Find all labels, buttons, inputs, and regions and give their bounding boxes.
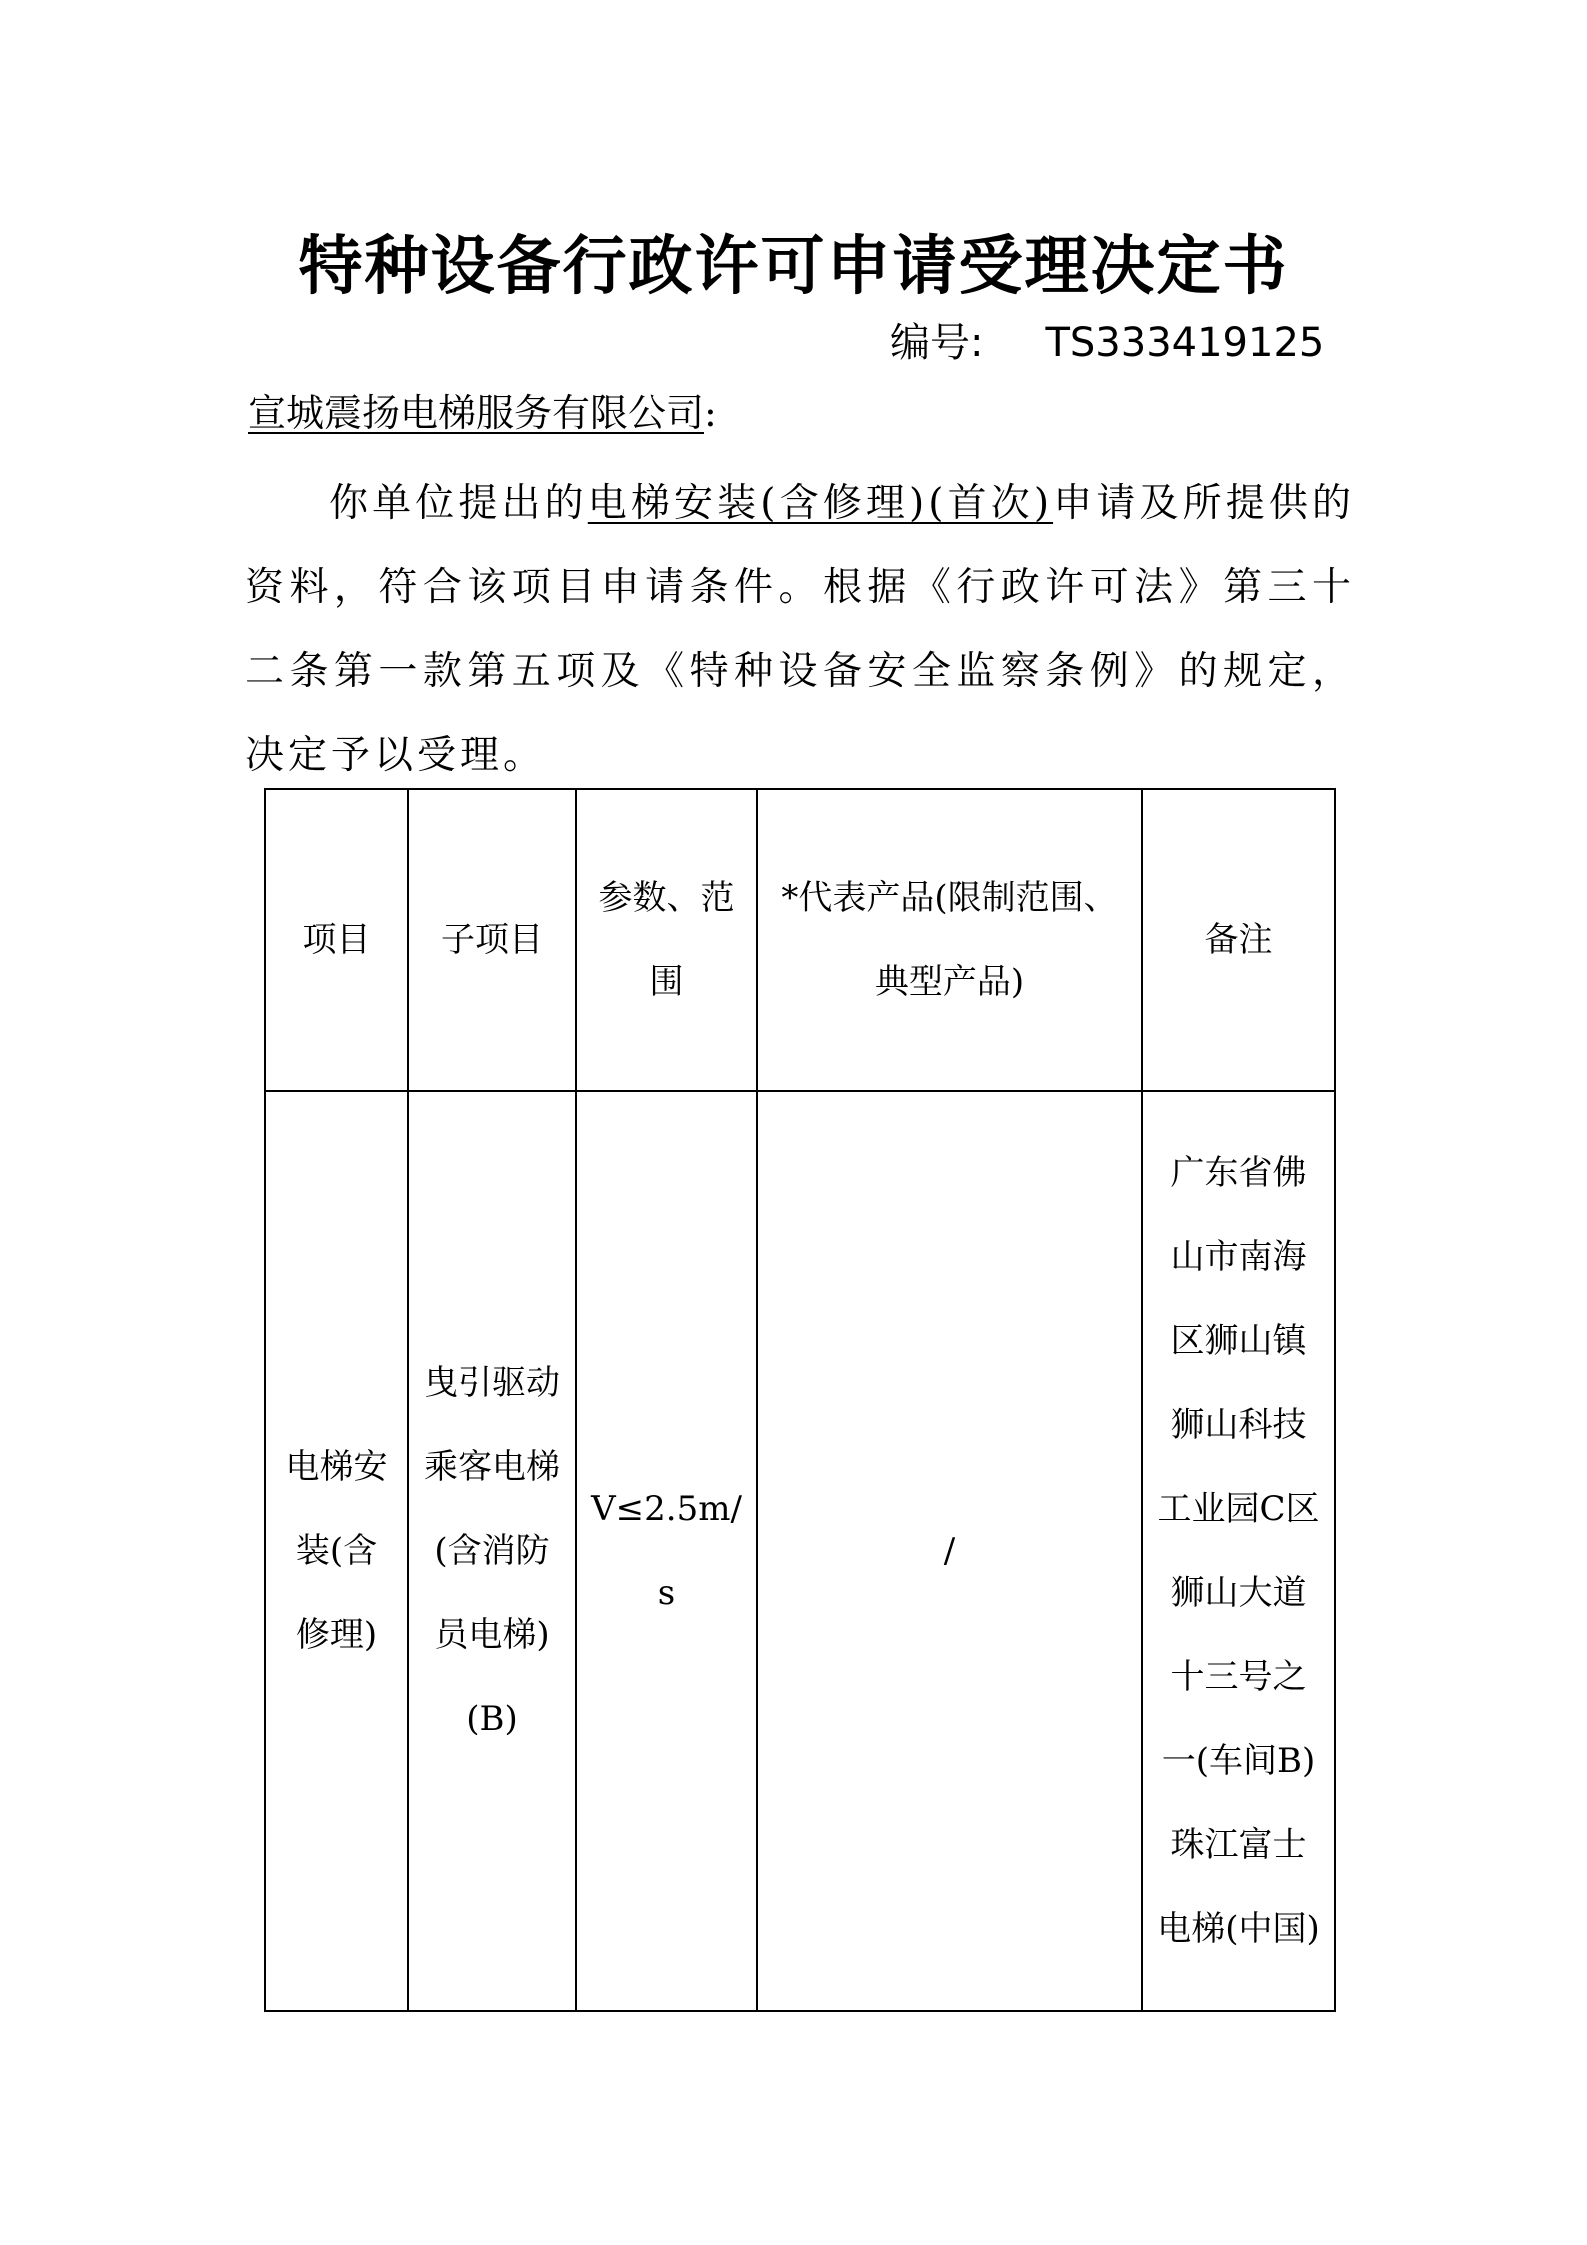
paragraph-text: 申请及所提供的资料，符合该项目申请条件。根据《行政许可法》第三十二条第一款第五项及《特种设备安全监察条例》的规定，决定予以受理。 bbox=[245, 481, 1355, 778]
table-row bbox=[265, 1091, 1335, 2011]
license-table bbox=[264, 788, 1336, 2012]
document-number-value: TS333419125 bbox=[1045, 320, 1325, 366]
header-product: *代表产品(限制范围、典型产品) bbox=[757, 789, 1142, 1091]
header-remark: 备注 bbox=[1142, 789, 1335, 1091]
application-type: 电梯安装(含修理)(首次) bbox=[587, 481, 1054, 526]
header-param: 参数、范围 bbox=[576, 789, 757, 1091]
header-subitem: 子项目 bbox=[408, 789, 576, 1091]
cell-item: 电梯安装(含修理) bbox=[265, 1091, 408, 2011]
header-item: 项目 bbox=[265, 789, 408, 1091]
paragraph-prefix: 你单位提出的 bbox=[329, 481, 588, 526]
cell-param: V≤2.5m/s bbox=[576, 1091, 757, 2011]
addressee bbox=[248, 388, 717, 438]
addressee-suffix: : bbox=[704, 391, 717, 435]
decision-paragraph bbox=[245, 462, 1355, 798]
cell-remark: 广东省佛山市南海区狮山镇狮山科技工业园C区狮山大道十三号之一(车间B)珠江富士电梯(中国) bbox=[1142, 1091, 1335, 2011]
cell-product: / bbox=[757, 1091, 1142, 2011]
table-header-row bbox=[265, 789, 1335, 1091]
addressee-name: 宣城震扬电梯服务有限公司 bbox=[248, 391, 705, 435]
document-number-label: 编号: bbox=[890, 320, 984, 366]
document-title: 特种设备行政许可申请受理决定书 bbox=[298, 230, 1289, 304]
document-number bbox=[890, 318, 1324, 368]
cell-subitem: 曳引驱动乘客电梯(含消防员电梯)(B) bbox=[408, 1091, 576, 2011]
